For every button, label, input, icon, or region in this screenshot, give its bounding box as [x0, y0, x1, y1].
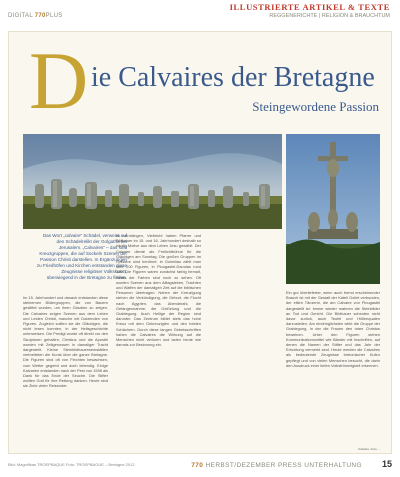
article-column-1: Im 15. Jahrhundert und danach entstanden diese steinernen Bildergruppen, die von Bauern gestiftet wurden, um ihren Glauben zu zeigen. Die Calvaires zeigen Szenen aus dem Leben und Leiden Christi, manche mit Dutzenden von Figuren. Zugleich sollten sie die Gläubigen, die nicht lesen konnten, in der Heilsgeschichte unterweisen. Die Predigt wurde oft direkt vor den Skulpturen gehalten, Christus und die Apostel wurden mit Zeitgenossen in damaliger Tracht dargestellt. Kleine Steinbildhauerwerkstätten verbreiteten die Kunst über die ganze Bretagne. Die Figuren sind oft von Flechten bewachsen, vom Wetter gegerbt und doch lebendig. Einige Kalvarien entstanden nach der Pest von 1598 als Dank für das Ende der Seuche. Die Stifter wollten Gott für ihre Rettung danken. Heute sind sie Ziele vieler Reisender.: [23, 295, 108, 389]
article-title: ie Calvaires der Bretagne: [91, 62, 375, 93]
article-page: [8, 31, 392, 454]
section-prefix: DIGITAL: [8, 13, 35, 19]
article-column-2: zu verdrängen, Vielleicht haben Pfarrer und Bildhauer im 15. und 16. Jahrhundert deshalb so häufig Motive aus dem Leben Jesu gewählt. Der Calvaire diente als Freilichtbühne für die Gläubigen am Sonntag. Die großen Gruppen im Finistère sind berühmt. In Guimiliau zählt man über 200 Figuren, in Plougastel-Daoulas rund 180. Die Figuren waren zunächst farbig bemalt, Reste der Farben sind noch zu sehen. Oft wurden Szenen aus dem Alltagsleben, Trachten und Waffen der damaligen Zeit auf die biblischen Personen übertragen. Neben der Kreuzigung stehen die Verkündigung, die Geburt, die Flucht nach Ägypten, das Abendmahl, die Gefangennahme, die Geißelung und die Grablegung. Auch Heilige der Region sind darunter. Das Zentrum bildet stets das hohe Kreuz mit dem Gekreuzigten und den beiden Schächern. Durch diese langen Gebetsschriften haben die Calvaires die Wirkung auf die Menschen nicht verloren und laden heute wie damals zur Besinnung ein.: [116, 233, 201, 348]
page-header: [0, 0, 400, 30]
title-dropcap: D: [29, 35, 89, 126]
footer-brand-text: HERBST/DEZEMBER PRESS UNTERHALTUNG: [203, 462, 362, 469]
footer-byline: Bild: Magnifikas TROEPBAQUE Foto: TROEPBAGUE – Bretagne 2012: [8, 462, 135, 467]
article-column-3: Ein gut überlieferter, wenn auch fremd erscheinender Brauch ist mit der Gestalt der Katell Gollet verbunden, der eitlen Tänzerin, die am Calvaire von Plougastel dargestellt ist. Immer wieder mahnen die Steinbilder an Tod und Gericht. Die Bildhauer scheuten nicht davor zurück, auch Teufel und Höllenqualen darzustellen. Am eindringlichsten wirkt die Gruppe der Grablegung, in der die Frauen den toten Christus beweinen. Unter den Figuren stehen Kommunikationsmittel wie Bänder mit Inschriften, auf denen die Namen der Stifter und das Jahr der Errichtung vermerkt sind. Heute werden die Calvaires als bedeutende Zeugnisse bretonischer Kultur gepflegt und von vielen Menschen besucht, die darin den Ausdruck einer tiefen Volksfrömmigkeit erkennen.: [286, 290, 380, 368]
section-suffix: PLUS: [45, 13, 63, 19]
article-title-block: [29, 35, 389, 134]
footer-brand: [191, 462, 362, 469]
magazine-section-label: [8, 13, 63, 19]
article-intro: Das Wort „calvaire“ Schädel, verweist auf den Schädelrelikt der Golgatha bei Jerusalem. „Calvaires“ – das sind Kreuzgruppen, die auf Sockeln Szenen der Passion Christi darstellen. In Ergänzungen zu Friedhöfen und Kirchen entstanden diese Zeugnisse religiöser Volkskunst, überwiegend in der Bretagne zu finden.: [36, 233, 127, 280]
footer-brand-num: 770: [191, 462, 204, 469]
header-category-sub: REGGENERICHTE | RELIGION & BRAUCHTUM: [269, 13, 390, 19]
page-footer: [0, 457, 400, 477]
photo-caption: Calvaire, Foto ...: [357, 447, 380, 451]
section-brand: 770: [34, 13, 46, 19]
article-subtitle: Steingewordene Passion: [252, 99, 379, 114]
header-category-title: ILLUSTRIERTE ARTIKEL & TEXTE: [229, 2, 390, 12]
calvaire-sculpture-photo: [286, 134, 380, 284]
header-category: [230, 2, 390, 19]
page-number: 15: [381, 459, 392, 469]
calvaire-landscape-photo: [23, 134, 282, 229]
